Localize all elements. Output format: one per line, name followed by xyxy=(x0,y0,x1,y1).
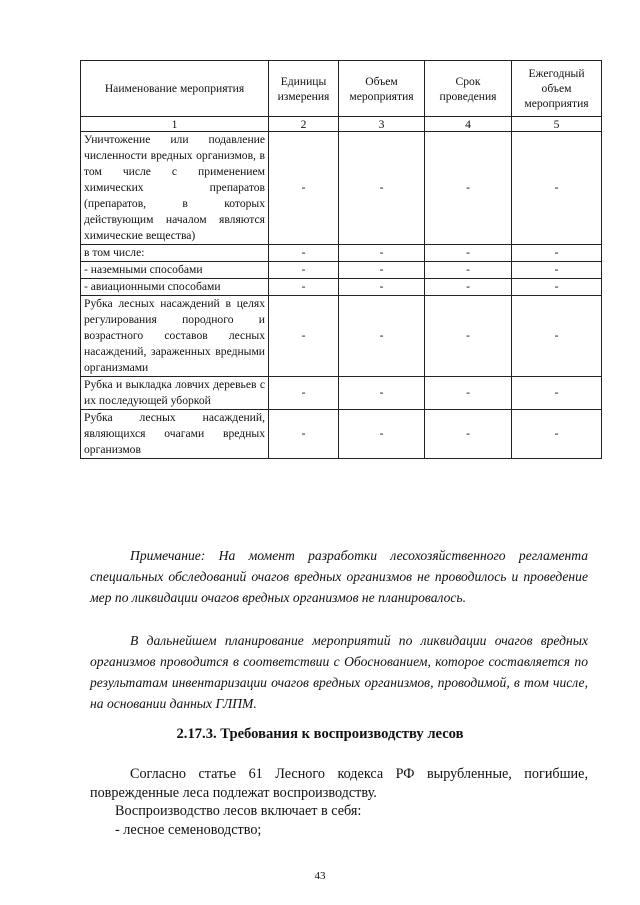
value-cell: - xyxy=(512,245,602,262)
column-number: 3 xyxy=(339,117,425,132)
value-cell: - xyxy=(512,377,602,410)
header-cell: Единицы измерения xyxy=(269,61,339,117)
table-row xyxy=(81,377,602,410)
value-cell: - xyxy=(425,262,512,279)
value-cell: - xyxy=(339,377,425,410)
value-cell: - xyxy=(512,132,602,245)
value-cell: - xyxy=(339,279,425,296)
measure-name: - авиационными способами xyxy=(81,279,269,296)
note-paragraph xyxy=(90,630,588,714)
body-paragraph xyxy=(90,765,588,803)
value-cell: - xyxy=(425,279,512,296)
body-paragraph xyxy=(90,802,588,821)
value-cell: - xyxy=(269,296,339,377)
note-text: В дальнейшем планирование мероприятий по ликвидации очагов вредных организмов проводится в соответствии с Обоснованием, которое составляется по результатам инвентаризации очагов вредных организмов, проводимой, в том числе, на основании данных ГЛПМ. xyxy=(90,633,588,711)
measure-name: Уничтожение или подавление численности вредных организмов, в том числе с применением химических препаратов (препаратов, в которых действующим началом являются химические вещества) xyxy=(81,132,269,245)
value-cell: - xyxy=(425,296,512,377)
value-cell: - xyxy=(269,245,339,262)
value-cell: - xyxy=(425,132,512,245)
body-paragraph xyxy=(90,821,588,840)
value-cell: - xyxy=(269,410,339,459)
measure-name: - наземными способами xyxy=(81,262,269,279)
value-cell: - xyxy=(425,377,512,410)
section-heading: 2.17.3. Требования к воспроизводству лесов xyxy=(176,726,464,742)
header-cell: Объем мероприятия xyxy=(339,61,425,117)
value-cell: - xyxy=(339,262,425,279)
measure-name: Рубка и выкладка ловчих деревьев с их последующей уборкой xyxy=(81,377,269,410)
column-number: 5 xyxy=(512,117,602,132)
header-cell: Срок проведения xyxy=(425,61,512,117)
header-cell: Наименование мероприятия xyxy=(81,61,269,117)
column-number-row xyxy=(81,117,602,132)
value-cell: - xyxy=(512,296,602,377)
note-text: Примечание: На момент разработки лесохозяйственного регламента специальных обследований очагов вредных организмов не проводилось и проведение мер по ликвидации очагов вредных организмов не планировалось. xyxy=(90,548,588,605)
value-cell: - xyxy=(269,132,339,245)
measure-name: в том числе: xyxy=(81,245,269,262)
column-number: 1 xyxy=(81,117,269,132)
note-paragraph xyxy=(90,545,588,608)
body-text: - лесное семеноводство; xyxy=(115,822,262,838)
page-number: 43 xyxy=(314,870,326,882)
body-text: Воспроизводство лесов включает в себя: xyxy=(115,803,362,819)
column-number: 2 xyxy=(269,117,339,132)
table-header-row xyxy=(81,61,602,117)
value-cell: - xyxy=(339,410,425,459)
table-row xyxy=(81,262,602,279)
forest-measures-table xyxy=(80,60,602,459)
table-row xyxy=(81,245,602,262)
value-cell: - xyxy=(339,245,425,262)
measure-name: Рубка лесных насаждений в целях регулирования породного и возрастного составов лесных насаждений, зараженных вредными организмами xyxy=(81,296,269,377)
value-cell: - xyxy=(512,410,602,459)
value-cell: - xyxy=(512,262,602,279)
value-cell: - xyxy=(339,132,425,245)
table-row xyxy=(81,410,602,459)
table-row xyxy=(81,296,602,377)
value-cell: - xyxy=(269,377,339,410)
table-row xyxy=(81,279,602,296)
value-cell: - xyxy=(269,262,339,279)
value-cell: - xyxy=(425,245,512,262)
value-cell: - xyxy=(425,410,512,459)
value-cell: - xyxy=(339,296,425,377)
header-cell: Ежегодный объем мероприятия xyxy=(512,61,602,117)
measure-name: Рубка лесных насаждений, являющихся очагами вредных организмов xyxy=(81,410,269,459)
table-row xyxy=(81,132,602,245)
column-number: 4 xyxy=(425,117,512,132)
value-cell: - xyxy=(512,279,602,296)
body-text: Согласно статье 61 Лесного кодекса РФ вырубленные, погибшие, поврежденные леса подлежат воспроизводству. xyxy=(90,766,588,801)
value-cell: - xyxy=(269,279,339,296)
